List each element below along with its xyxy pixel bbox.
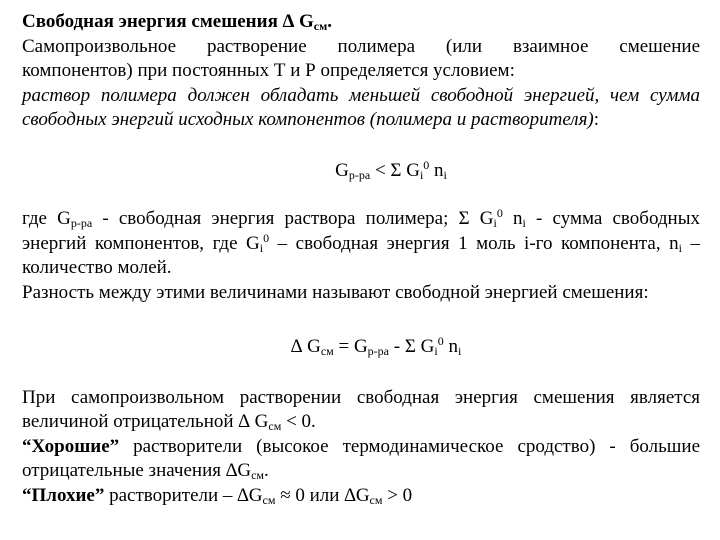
conclusion-line-5: “Плохие” растворители – $\Delta G_{см} \approx 0$ или $\Delta G_{см} > 0$ [22,484,413,507]
conclusion-line-4: отрицательные значения $\Delta G_{см}$. [22,460,269,482]
intro-line-4: свободных энергий исходных компонентов (полимера и растворителя): [22,109,600,130]
definition-line-2: энергий компонентов, где $G_i^0$ – свободная энергия 1 моль i-го компонента, $n_i$ – [22,230,700,255]
definition-line-1: где $G_{р-ра}$ - свободная энергия раствора полимера; Σ $G_i^0$ $n_i$ - сумма свободных [22,206,700,230]
definition-line-3: количество молей. [22,257,172,278]
conclusion-line-1: При самопроизвольном растворении свободная энергия смешения является [22,386,700,408]
intro-line-3: раствор полимера должен обладать меньшей свободной энергией, чем сумма [22,84,700,106]
conclusion-line-3: “Хорошие” растворители (высокое термодинамическое сродство) - большие [22,435,700,457]
definition-line-4: Разность между этими величинами называют свободной энергией смешения: [22,281,649,303]
intro-line-2: компонентов) при постоянных Т и Р определяется условием: [22,60,515,81]
heading: Свободная энергия смешения ∆ $G_{см}$. [22,11,333,33]
formula-delta-g: ∆ $G_{см} = G_{р-ра} - \Sigma$ $G_i^0$ $n_i$ [290,334,462,358]
conclusion-line-2: величиной отрицательной ∆ $G_{см} < 0$. [22,411,316,433]
document-page [22,10,700,508]
formula-condition: $G_{р-ра} < \Sigma$ $G_i^0$ $n_i$ [335,157,447,182]
intro-line-1: Самопроизвольное растворение полимера (или взаимное смешение [22,35,700,57]
